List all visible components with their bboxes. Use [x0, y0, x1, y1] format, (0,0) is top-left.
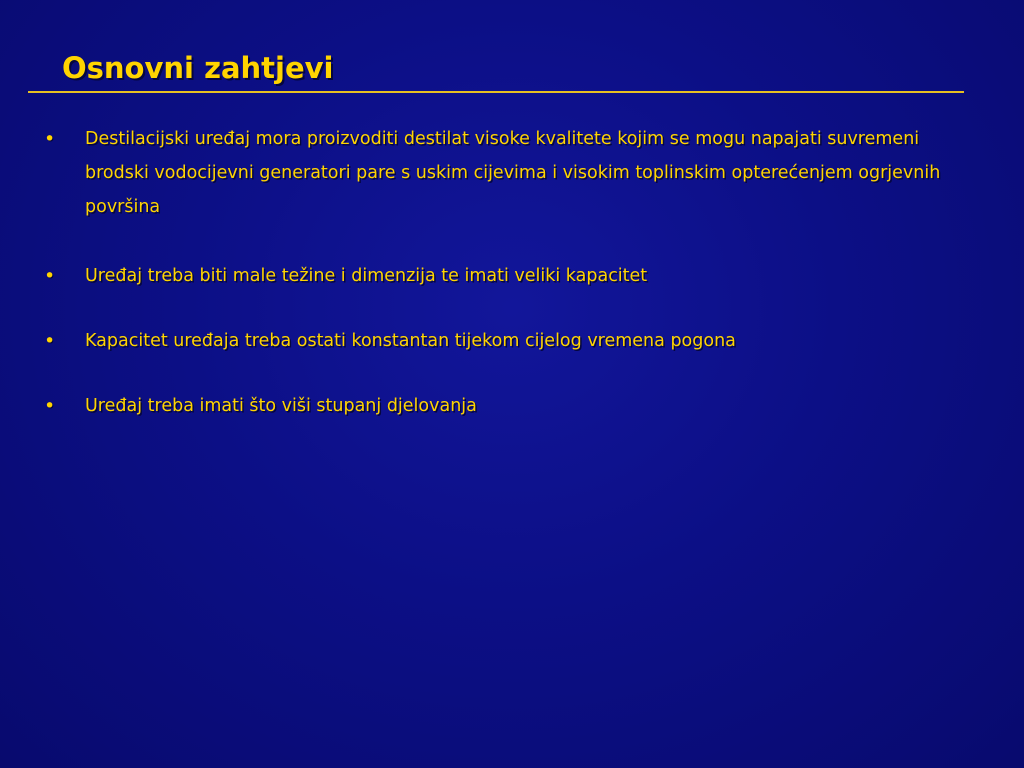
title-underline [28, 91, 964, 93]
slide-title: Osnovni zahtjevi [62, 51, 334, 85]
bullet-dot-icon: • [44, 265, 56, 287]
bullet-dot-icon: • [44, 395, 56, 417]
bullet-dot-icon: • [44, 128, 56, 150]
bullet-dot-icon: • [44, 330, 56, 352]
bullet-text: Destilacijski uređaj mora proizvoditi destilat visoke kvalitete kojim se mogu napajati suvremeni brodski vodocijevni generatori pare s uskim cijevima i visokim toplinskim opterećenjem ogrjevnih površina [85, 129, 941, 217]
bullet-text: Uređaj treba imati što viši stupanj djelovanja [85, 396, 477, 416]
bullet-text: Kapacitet uređaja treba ostati konstantan tijekom cijelog vremena pogona [85, 331, 736, 351]
bullet-text: Uređaj treba biti male težine i dimenzija te imati veliki kapacitet [85, 266, 648, 286]
